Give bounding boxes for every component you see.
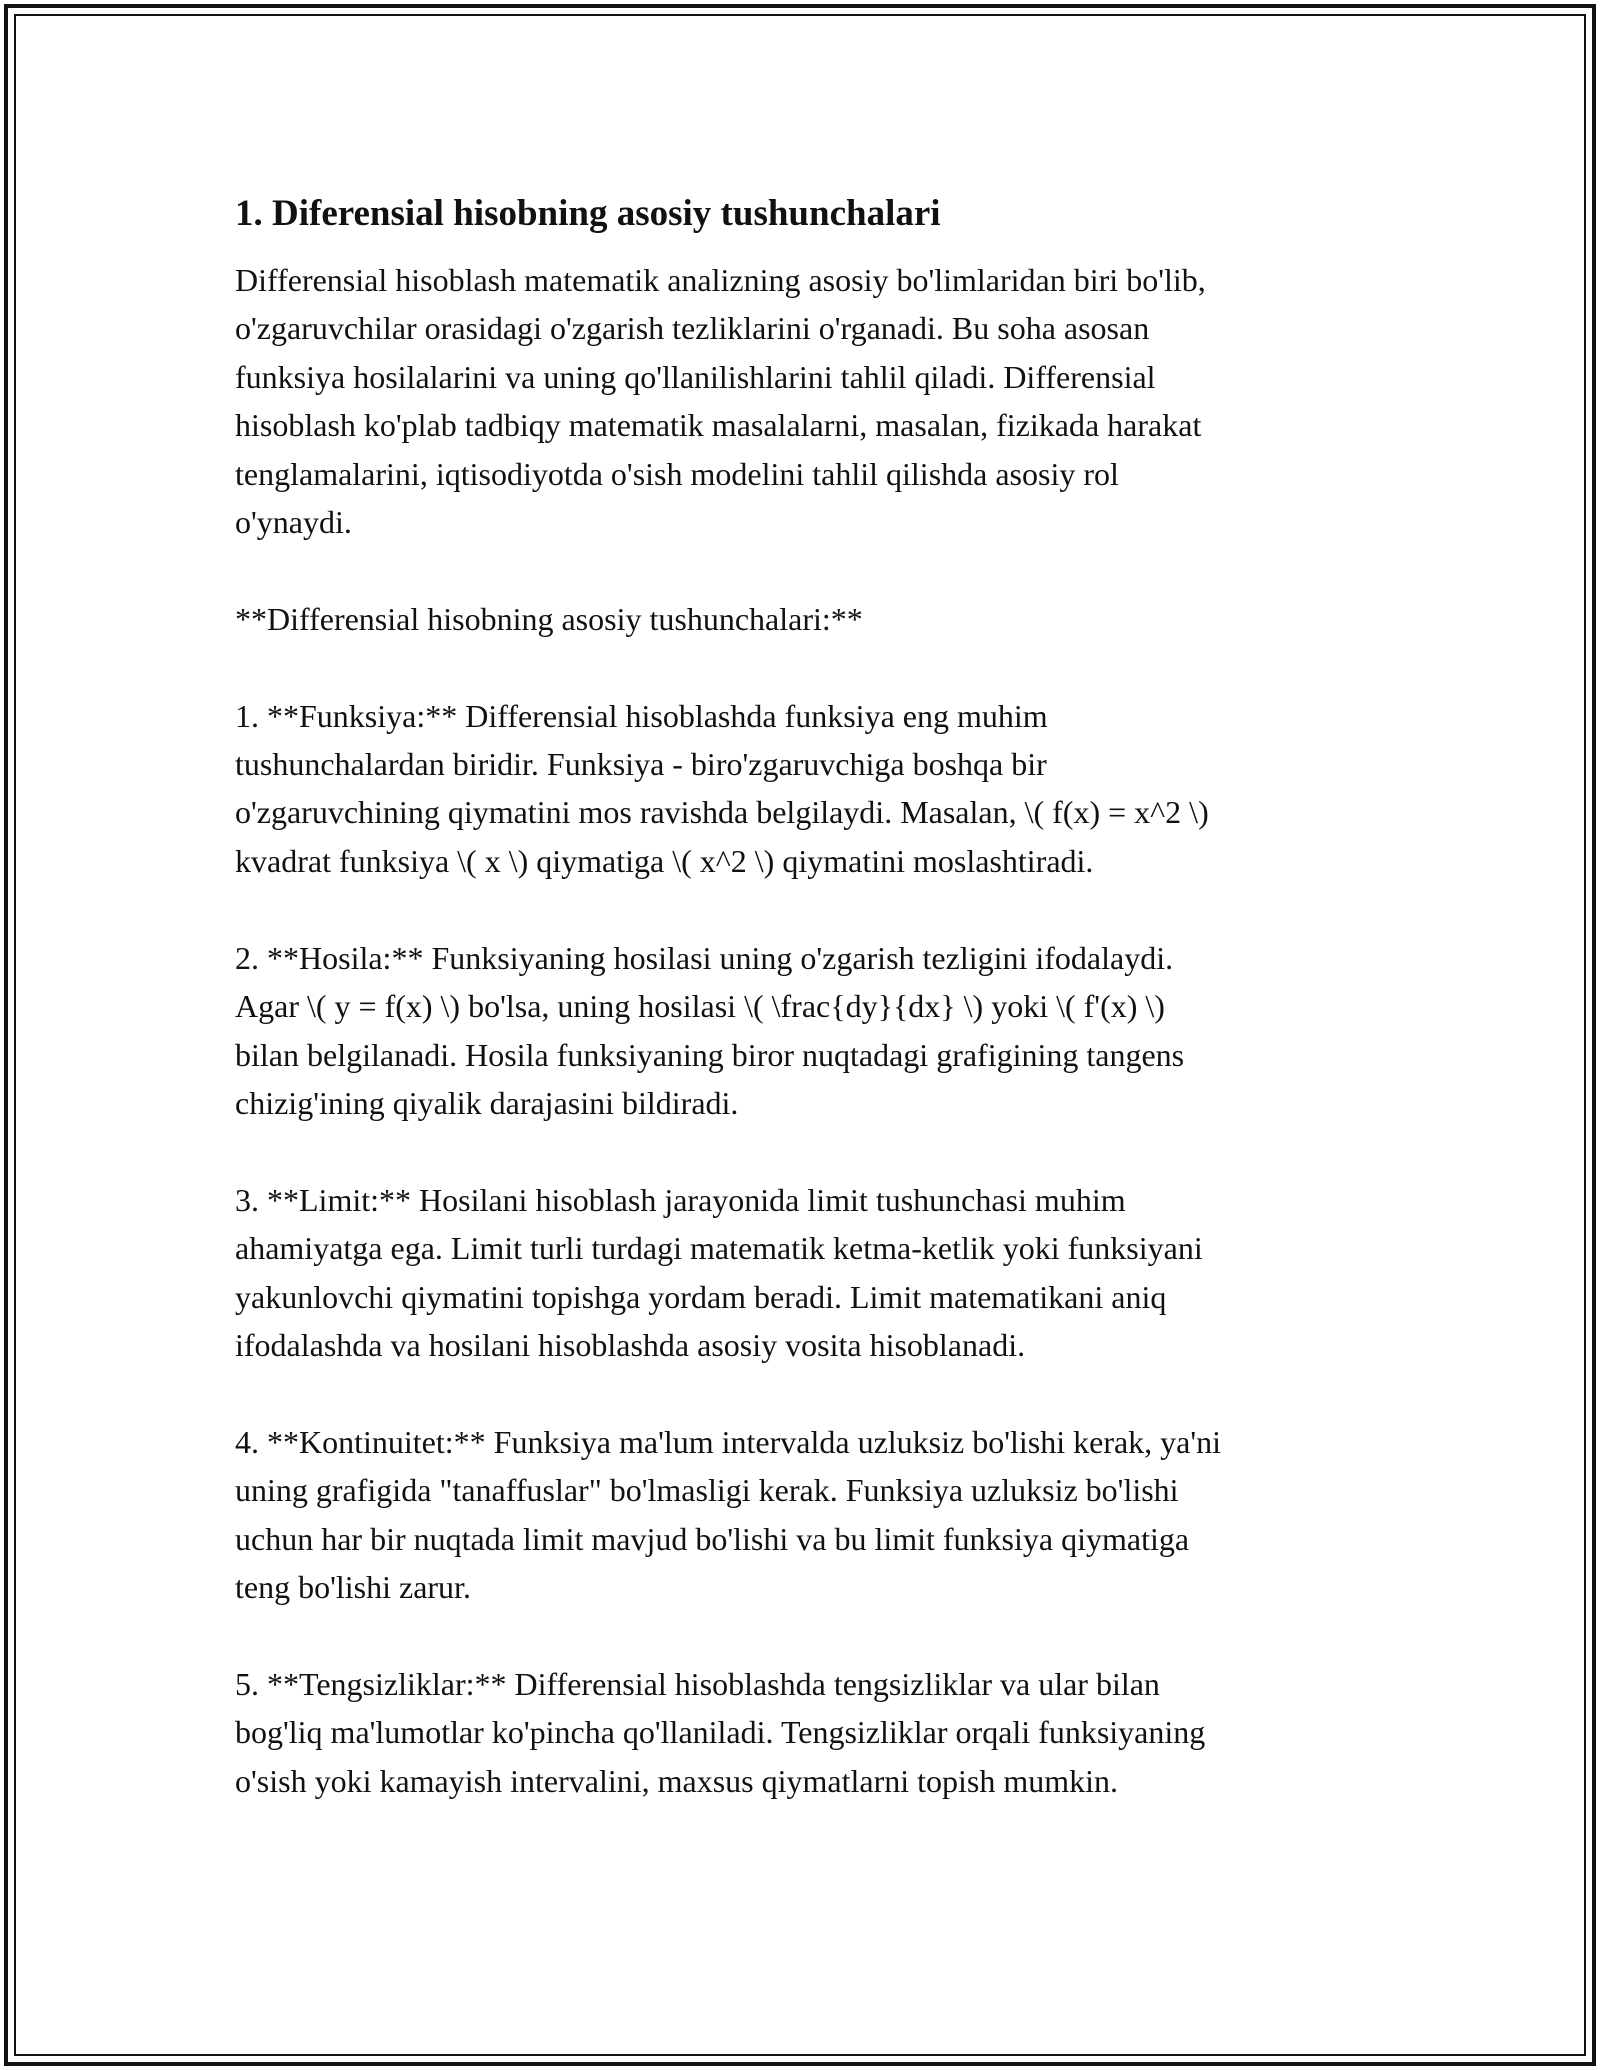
document-title: 1. Diferensial hisobning asosiy tushunchalari: [235, 193, 941, 234]
document-content: [235, 188, 1375, 1805]
document-body: Differensial hisoblash matematik analizning asosiy bo'limlaridan biri bo'lib, o'zgaruvchilar orasidagi o'zgarish tezliklarini o'rganadi. Bu soha asosan funksiya hosilalarini va uning qo'llanilishlarini tahlil qiladi. Differensial hisoblash ko'plab tadbiqy matematik masalalarni, masalan, fizikada harakat tenglamalarini, iqtisodiyotda o'sish modelini tahlil qilishda asosiy rol o'ynaydi. **Differensial hisobning asosiy tushunchalari:** 1. **Funksiya:** Differensial hisoblashda funksiya eng muhim tushunchalardan biridir. Funksiya - biro'zgaruvchiga boshqa bir o'zgaruvchining qiymatini mos ravishda belgilaydi. Masalan, \( f(x) = x^2 \) kvadrat funksiya \( x \) qiymatiga \( x^2 \) qiymatini moslashtiradi. 2. **Hosila:** Funksiyaning hosilasi uning o'zgarish tezligini ifodalaydi. Agar \( y = f(x) \) bo'lsa, uning hosilasi \( \frac{dy}{dx} \) yoki \( f'(x) \) bilan belgilanadi. Hosila funksiyaning biror nuqtadagi grafigining tangens chizig'ining qiyalik darajasini bildiradi. 3. **Limit:** Hosilani hisoblash jarayonida limit tushunchasi muhim ahamiyatga ega. Limit turli turdagi matematik ketma-ketlik yoki funksiyani yakunlovchi qiymatini topishga yordam beradi. Limit matematikani aniq ifodalashda va hosilani hisoblashda asosiy vosita hisoblanadi. 4. **Kontinuitet:** Funksiya ma'lum intervalda uzluksiz bo'lishi kerak, ya'ni uning grafigida "tanaffuslar" bo'lmasligi kerak. Funksiya uzluksiz bo'lishi uchun har bir nuqtada limit mavjud bo'lishi va bu limit funksiya qiymatiga teng bo'lishi zarur. 5. **Tengsizliklar:** Differensial hisoblashda tengsizliklar va ular bilan bog'liq ma'lumotlar ko'pincha qo'llaniladi. Tengsizliklar orqali funksiyaning o'sish yoki kamayish intervalini, maxsus qiymatlarni topish mumkin.: [235, 262, 1222, 1799]
